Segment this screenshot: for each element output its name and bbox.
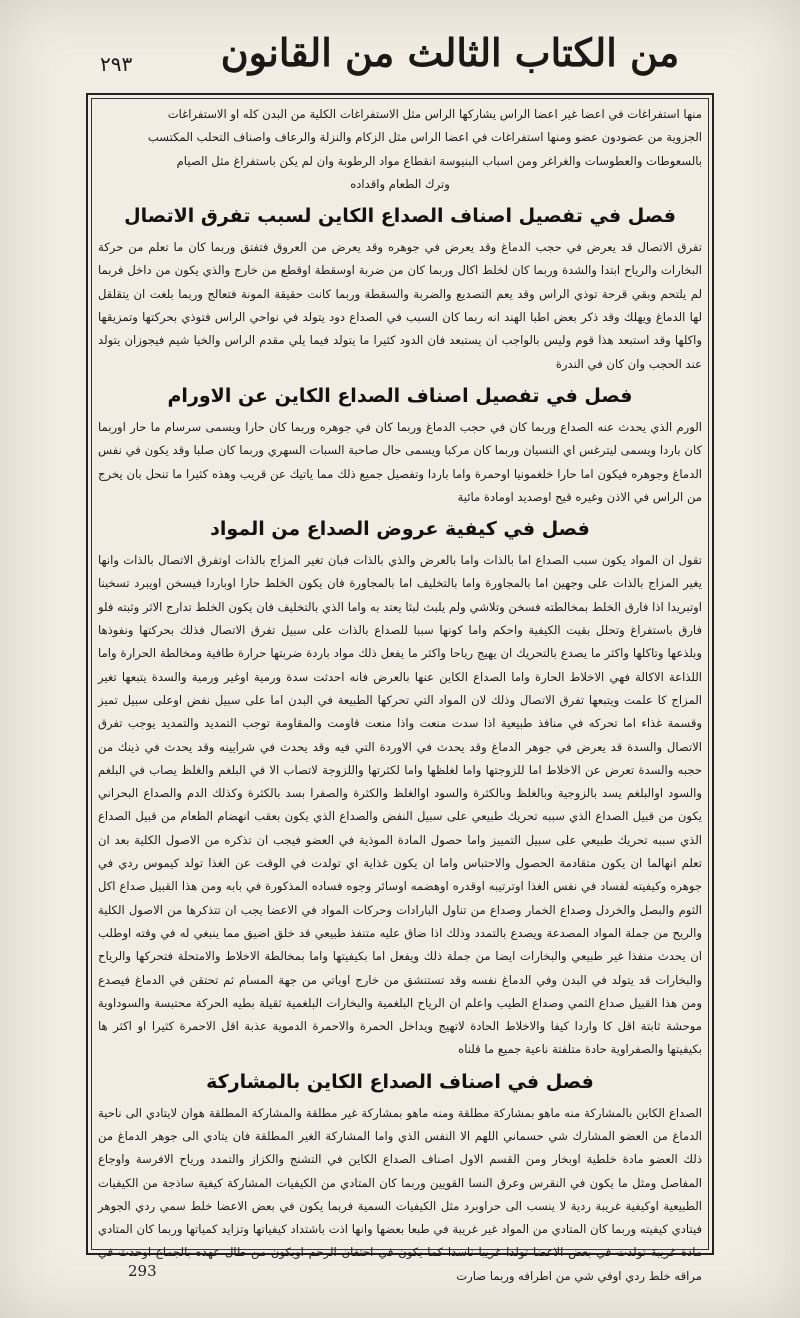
- section-text-participation: الصداع الكاين بالمشاركة منه ماهو بمشاركة مطلقة ومنه ماهو بمشاركة غير مطلقة والمشاركة المطلقة هوان لايتادي الى ناحية الدماغ من العضو المشارك شي حسماني اللهم الا النفس الذي واما المشاركة الغير المطلقة فان يتادي الى جوهر الدماغ من ذلك العضو مادة خلطية اوبخار ومن القسم الاول اصناف الصداع الكاين في التشنج والكزاز والتمدد ورياح الافرسة واوجاع المفاصل ومثل ما يكون في النقرس وعرق النسا القويين وربما كان المتادي من الكيفيات المشاركة كيفية ساذجة من الكيفيات الطبيعية اوكيفية غريبة ردية لا ينسب الى حراوبرد مثل الكيفيات السمية فربما يكون في بعض الاعضا خلط سمي ردي الجوهر فيتادي كيفيته وربما كان المتادي من المواد غير غريبة في طبعا بعضها وانها اذت باشتداد كيفياتها وتزايد كمياتها وربما كان المتادي مادة غريبة تولدت في بعض الاعضا تولدا غريبا ناسدا كما يكون في احتقان الرحم اويكون من طال عهده بالجماع اوحدث في مراقه خلط ردي اوفي شي من اطرافه وربما صارت: [98, 1105, 702, 1283]
- section-heading-tear: فصل في تفصيل اصناف الصداع الكاين لسبب تفرق الاتصال: [124, 205, 676, 228]
- running-title: من الكتاب الثالث من القانون: [220, 30, 680, 75]
- section-text-swellings: الورم الذي يحدث عنه الصداع وربما كان في حجب الدماغ وربما كان في جوهره وربما كان حارا ويسمى سرسام ما حار اوربما كان باردا ويسمى ليترغس اي النسيان وربما كان مركبا ويسمى حال صاحبة السبات السهري وربما كان صلبا وقد يكون في نفس الدماغ وجوهره فيكون اما حارا خلغمونيا اوحمرة واما باردا وتفصيل جميع ذلك مما ياتيك عن قريب وهذه كثيرا ما تنحل بان يخرج من الراس في الاذن وغيره قيح اوصديد اومادة مائية: [98, 419, 702, 504]
- intro-line-4: وترك الطعام واقداده: [350, 176, 450, 191]
- section-text-tear: تفرق الاتصال قد يعرض في حجب الدماغ وقد يعرض في جوهره وقد يعرض من العروق فتفتق وربما كان ما تعلم من حركة البخارات والرياح ابتدا والشدة وربما كان لخلط اكال وربما كان من ضربة اوسقطة اوقطع من خارج والذي يكون من داخل فربما لم يلتحم وبقي قرحة توذي الراس وقد يعم التصديع والضربة والسقطة وربما كانت حقيقة المونة فتعالج وربما بلغت ان يتقلقل لها الدماغ ويهلك وقد ذكر بعض اطبا الهند انه ربما كان السبب في الصداع دود يتولد في نواحي الراس فتوذي بحركتها وتمزيقها واكلها وقد استبعد هذا قوم وليس بالواجب ان يستبعد فان الدود كثيرا ما يتولد فيما يلي مقدم الراس والخيا شيم فيجوزان يتولد عند الحجب وان كان في الندرة: [98, 240, 702, 371]
- intro-line-1: منها استفراغات في اعضا غير اعضا الراس يشاركها الراس مثل الاستفراغات الكلية من البدن كله او الاستفراغات: [167, 107, 702, 121]
- intro-line-3: بالسعوطات والعطوسات والغراغر ومن اسباب البنيوسة انقطاع مواد الرطوبة وان لم يكن باستفراغ مثل الصيام: [176, 153, 702, 168]
- section-heading-swellings: فصل في تفصيل اصناف الصداع الكاين عن الاورام: [167, 384, 633, 407]
- intro-line-2: الجزوية من عضودون عضو ومنها استفراغات في اعضا الراس مثل الزكام والنزلة والرعاف واصناف التحلب المكتسب: [147, 130, 702, 145]
- page-number-latin: 293: [128, 1262, 157, 1280]
- section-heading-participation: فصل في اصناف الصداع الكاين بالمشاركة: [206, 1070, 594, 1093]
- page-number-arabic: ٢٩٣: [100, 52, 133, 76]
- section-text-matters: تقول ان المواد يكون سبب الصداع اما بالذات واما بالعرض والذي بالذات فبان تغير المزاج بالذات اوتفرق الاتصال بالذات وانها يغير المزاج بالذات على وجهين اما بالمجاورة واما بالتخليف اما بالمجاورة فان يكون الخلط حارا اوباردا فيسخن اويبرد تسخينا اوتبريدا اذا فارق الخلط بمخالطته فسخن وتلاشي ولم يلبث لبثا يعتد به واما الذي بالتخليف فان يكون الخلط تدارج الاثر وثبته فلو فارق باستفراغ وتحلل بقيت الكيفية واحكم واما كونها سببا للصداع بالذات على سبيل تفرق الاتصال فذلك بحركتها ونفوذها وبلذعها وتاكلها واكثر ما يصدع بالتحريك ان يهيج رياحا واكثر ما يفعل ذلك مواد باردة ضربتها حرارة طافية ومخالطة الحرارة واما اللذاعة الاكالة فهي الاخلاط الحارة واما الصداع الكاين عنها بالعرض فانه احدثت سدة ورمية اوغير ورمية والسدة يتبعها تغير المزاج كا علمت ويتبعها تفرق الاتصال وذلك لان المواد التي تحركها الطبيعة في البدن اما على سبيل نفض اوعلى سبيل تميز وقسمة غذاء اما تحركه في منافذ طبيعية اذا سدت منعت واذا منعت قاومت والمقاومة توجب التمديد والتمديد يوجب تفرق الاتصال والسدة قد يعرض في جوهر الدماغ وقد يحدث في الاوردة التي فيه وقد يحدث في شرايينه وقد يحدث في ذينك من حجبه والسدة تعرض عن الاخلاط اما للزوجتها واما لغلظها واما لكثرتها واللزوجة لاتصاب الا في البلغم والغلظ يصاب في البلغم والسود اوالبلغم يسد بالزوجية وبالغلظ وبالكثرة والسود اوالغلظ والكثرة والصفرا بسد بالكثرة وكذلك الدم والصداع البحراني يكون من قبيل الصداع الذي سببه تحريك طبيعي على سبيل النفض والصداع الذي يكون بعقب انهضام الطعام من قبيل الصداع الذي سببه تحريك طبيعي على سبيل التمييز واما حصول المادة الموذية في العضو فيجب ان تذكره من الاصول الكلية بعد ان تعلم انهالما ان يكون متقادمة الحصول والاحتباس واما ان يكون غذاية اي تولدت في الوقت عن الغذا تولد كيموس ردي في جوهره وكيفيته لفساد في نفس الغذا اوترتيبه اوقدره اوهضمه اوسائر وجوه فساده المذكورة في بابه ومن هذا القبيل صداع اكل الثوم والبصل والخردل وصداع الخمار وصداع من تناول البارادات وحركات المواد في الاعضا يجب ان تتذكرها من الاصول الكلية والريح من جملة المواد المصدعة ويصدع بالتمدد وذلك اذا ضاق عليه متنفذ طبيعي قد خلق اضيق مما ينبغي له في وقته اوطلب ان يحدث منفذا غير طبيعي والبخارات ايضا من جملة ذلك ويفعل اما بكيفيتها واما بمخالطة الاخلاط والامتحلة فتحركها والرياح والبخارات قد يتولد في البدن وفي الدماغ نفسه وقد تستنشق من خارج اوياتي من جهة المسام ثم تحتقن في الدماغ فيصدع ومن هذا القبيل صداع الثمي وصداع الطيب واعلم ان الرياح البلغمية والبخارات البلغمية ثقيلة بطيه الحركة محتبسة والسوداوية موحشة ثابتة اقل كا واردا كيفا والاخلاط الحادة لاتهيج ويداخل الحمرة والاحمرة الدموية عذبة اقل الاحمرة كثيرا او اكثر ها بكيفيتها والصفراوية حادة متلفتة ناعية جميع ما قلناه: [98, 553, 702, 1057]
- section-heading-matters: فصل في كيفية عروض الصداع من المواد: [210, 518, 590, 541]
- page-header: [80, 30, 730, 90]
